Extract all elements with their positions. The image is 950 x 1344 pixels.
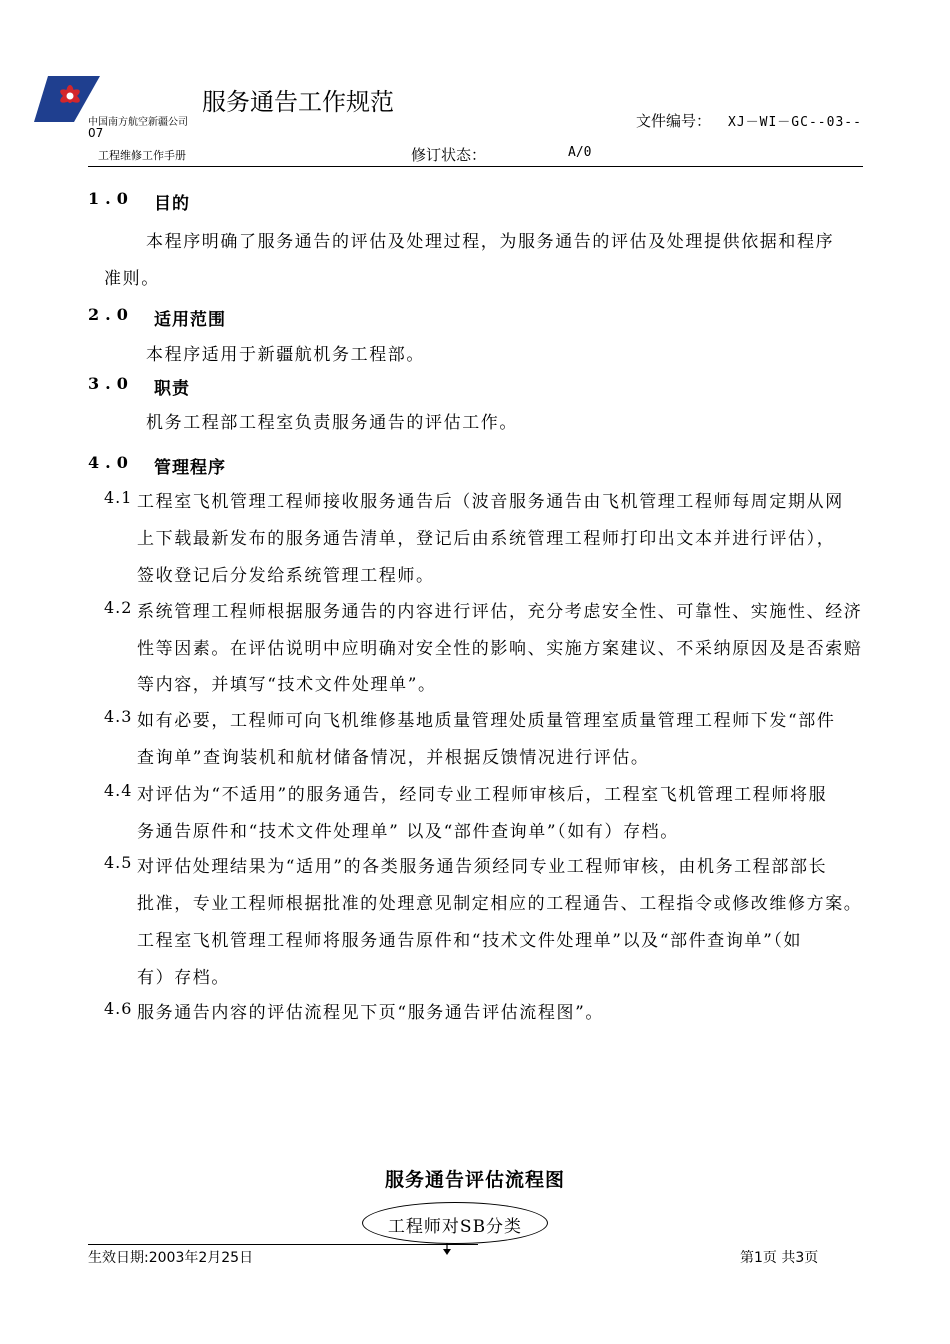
item-number: 4.2 bbox=[104, 598, 133, 617]
item-line: 等内容，并填写“技术文件处理单”。 bbox=[137, 675, 437, 695]
section-number: 1.0 bbox=[88, 189, 134, 208]
flowchart-title: 服务通告评估流程图 bbox=[384, 1169, 565, 1191]
page-indicator: 第1页 共3页 bbox=[740, 1250, 819, 1266]
section-number: 2.0 bbox=[88, 305, 134, 324]
doc-number-continued: 07 bbox=[88, 126, 104, 140]
paragraph-scope: 本程序适用于新疆航机务工程部。 bbox=[146, 345, 425, 365]
section-number: 3.0 bbox=[88, 374, 134, 393]
item-line: 系统管理工程师根据服务通告的内容进行评估，充分考虑安全性、可靠性、实施性、经济 bbox=[137, 602, 863, 622]
footer-divider bbox=[88, 1244, 478, 1245]
item-number: 4.5 bbox=[104, 853, 133, 872]
item-number: 4.1 bbox=[104, 488, 133, 507]
doc-number-value: XJ－WI－GC--03-- bbox=[728, 115, 862, 130]
item-line: 有）存档。 bbox=[137, 968, 230, 988]
effective-date: 生效日期:2003年2月25日 bbox=[88, 1250, 254, 1266]
paragraph-responsibility: 机务工程部工程室负责服务通告的评估工作。 bbox=[146, 413, 518, 433]
section-number: 4.0 bbox=[88, 453, 134, 472]
item-line: 对评估为“不适用”的服务通告，经同专业工程师审核后，工程室飞机管理工程师将服 bbox=[137, 785, 828, 805]
doc-number-label: 文件编号： bbox=[636, 112, 712, 130]
revision-label: 修订状态： bbox=[411, 146, 487, 164]
item-line: 工程室飞机管理工程师接收服务通告后（波音服务通告由飞机管理工程师每周定期从网 bbox=[137, 492, 844, 512]
revision-value: A/0 bbox=[568, 145, 592, 160]
arrow-down-icon bbox=[440, 1243, 454, 1257]
item-line: 签收登记后分发给系统管理工程师。 bbox=[137, 566, 435, 586]
manual-name: 工程维修工作手册 bbox=[98, 149, 186, 162]
company-name: 中国南方航空新疆公司 bbox=[88, 117, 188, 128]
item-line: 批准，专业工程师根据批准的处理意见制定相应的工程通告、工程指令或修改维修方案。 bbox=[137, 894, 863, 914]
item-number: 4.3 bbox=[104, 707, 133, 726]
item-line: 务通告原件和“技术文件处理单” 以及“部件查询单”（如有）存档。 bbox=[137, 822, 679, 842]
item-line: 工程室飞机管理工程师将服务通告原件和“技术文件处理单”以及“部件查询单”（如 bbox=[137, 931, 803, 951]
item-line: 性等因素。在评估说明中应明确对安全性的影响、实施方案建议、不采纳原因及是否索赔 bbox=[137, 639, 863, 659]
item-line: 对评估处理结果为“适用”的各类服务通告须经同专业工程师审核，由机务工程部部长 bbox=[137, 857, 828, 877]
section-title: 目的 bbox=[154, 194, 190, 214]
paragraph-purpose-cont: 准则。 bbox=[104, 269, 160, 289]
item-line: 上下载最新发布的服务通告清单，登记后由系统管理工程师打印出文本并进行评估）， bbox=[137, 529, 836, 549]
section-title: 管理程序 bbox=[154, 458, 226, 478]
document-title: 服务通告工作规范 bbox=[202, 88, 394, 116]
paragraph-purpose: 本程序明确了服务通告的评估及处理过程，为服务通告的评估及处理提供依据和程序 bbox=[146, 232, 835, 252]
item-line: 如有必要，工程师可向飞机维修基地质量管理处质量管理室质量管理工程师下发“部件 bbox=[137, 711, 836, 731]
section-title: 职责 bbox=[154, 379, 190, 399]
item-line: 服务通告内容的评估流程见下页“服务通告评估流程图”。 bbox=[137, 1003, 604, 1023]
section-title: 适用范围 bbox=[154, 310, 226, 330]
item-number: 4.6 bbox=[104, 999, 133, 1018]
item-line: 查询单”查询装机和航材储备情况，并根据反馈情况进行评估。 bbox=[137, 748, 650, 768]
flowchart-node-label: 工程师对SB分类 bbox=[387, 1217, 523, 1237]
header-divider bbox=[88, 166, 863, 167]
item-number: 4.4 bbox=[104, 781, 133, 800]
